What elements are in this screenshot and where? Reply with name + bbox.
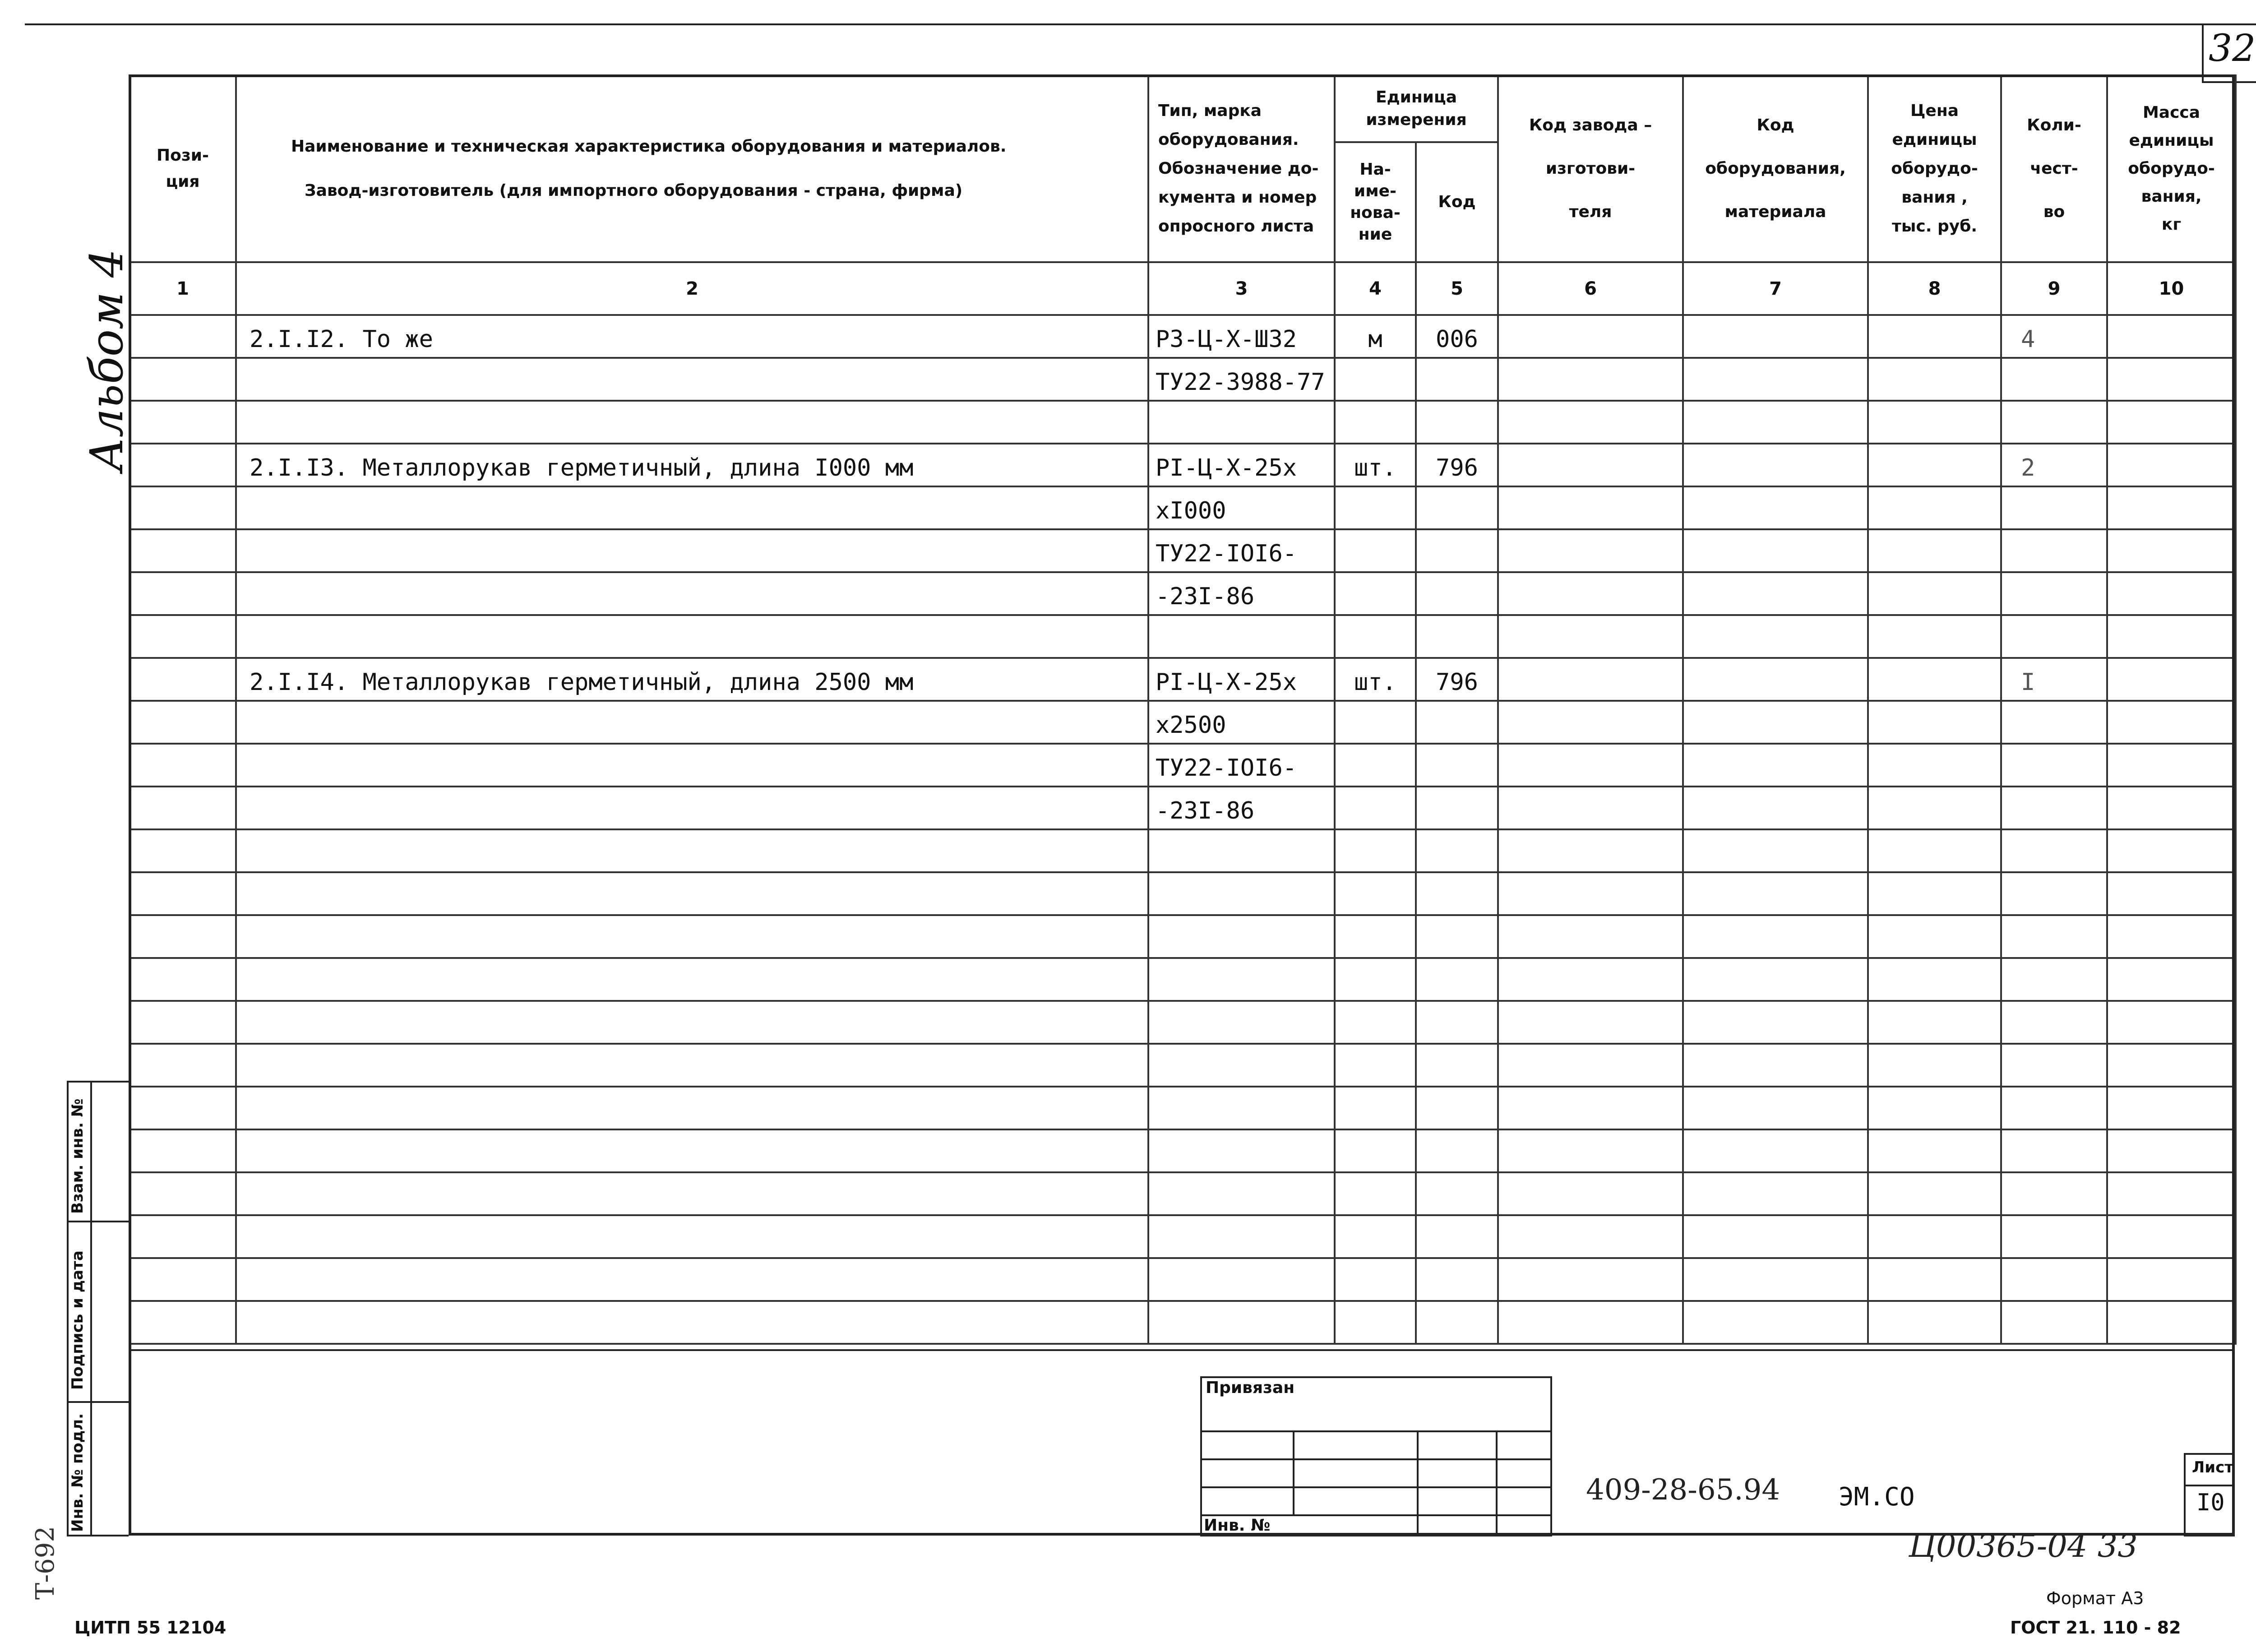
cell-c3: -23I-86 [1148, 787, 1335, 829]
header-unit-code: Код [1416, 142, 1498, 262]
page-number: 32 [2209, 27, 2256, 70]
header-equipment-code: Код оборудования, материала [1683, 75, 1868, 262]
binding-divider [1496, 1430, 1498, 1536]
cell-c3: РI-Ц-Х-25х [1148, 444, 1335, 486]
cell-c9: I [2001, 658, 2107, 701]
side-stamp-line [67, 1221, 129, 1222]
header-factory-code: Код завода – изготови- теля [1498, 75, 1683, 262]
cell-c2: 2.I.I2. То же [236, 315, 1148, 358]
table-frame [129, 74, 2235, 1536]
cell-c4: шт. [1335, 658, 1416, 701]
header-name: Наименование и техническая характеристика оборудования и материалов. Завод-изготовитель (для импортного оборудования - страна, фирма) [236, 75, 1148, 262]
side-stamp-inv-podl: Инв. № подл. [69, 1413, 87, 1532]
binding-line [1200, 1486, 1552, 1488]
cell-c2: 2.I.I3. Металлорукав герметичный, длина I000 мм [236, 444, 1148, 486]
column-number: 7 [1683, 262, 1868, 315]
cell-c4: м [1335, 315, 1416, 358]
sheet-box-line [2184, 1485, 2235, 1486]
cell-c3: х2500 [1148, 701, 1335, 744]
footer-gost: ГОСТ 21. 110 - 82 [2010, 1618, 2181, 1638]
privyazan-label: Привязан [1206, 1379, 1295, 1397]
footer-left: ЦИТП 55 12104 [74, 1618, 227, 1638]
footer-format: Формат А3 [2046, 1588, 2144, 1608]
cell-c3: хI000 [1148, 486, 1335, 529]
column-number: 8 [1868, 262, 2001, 315]
header-mass: Масса единицы оборудо- вания, кг [2107, 75, 2236, 262]
side-stamp-podpis: Подпись и дата [69, 1250, 87, 1390]
column-number: 1 [129, 262, 236, 315]
cell-c4: шт. [1335, 444, 1416, 486]
header-type: Тип, марка оборудования. Обозначение до- кумента и номер опросного листа [1148, 75, 1335, 262]
inv-no-label: Инв. № [1204, 1516, 1271, 1535]
header-quantity: Коли- чест- во [2001, 75, 2107, 262]
sheet-label: Лист [2192, 1458, 2233, 1476]
binding-divider [1417, 1430, 1419, 1536]
cell-c3: ТУ22-IOI6- [1148, 744, 1335, 787]
cell-c3: ТУ22-3988-77 [1148, 358, 1335, 401]
column-number: 9 [2001, 262, 2107, 315]
document-number: 409-28-65.94 [1586, 1473, 1780, 1507]
handwritten-code: Ц00365-04 33 [1909, 1527, 2138, 1564]
header-position: Пози- ция [129, 75, 236, 262]
header-price: Цена единицы оборудо- вания , тыс. руб. [1868, 75, 2001, 262]
column-number: 10 [2107, 262, 2236, 315]
cell-c5: 796 [1416, 658, 1498, 701]
sheet-value: I0 [2196, 1489, 2225, 1516]
cell-c3: РI-Ц-Х-25х [1148, 658, 1335, 701]
cell-c3: РЗ-Ц-Х-Ш32 [1148, 315, 1335, 358]
binding-box [1200, 1376, 1552, 1536]
column-number: 3 [1148, 262, 1335, 315]
cell-c2: 2.I.I4. Металлорукав герметичный, длина 2500 мм [236, 658, 1148, 701]
column-number: 2 [236, 262, 1148, 315]
cell-c5: 006 [1416, 315, 1498, 358]
column-number: 6 [1498, 262, 1683, 315]
cell-c3: ТУ22-IOI6- [1148, 529, 1335, 572]
cell-c3: -23I-86 [1148, 572, 1335, 615]
binding-line [1200, 1458, 1552, 1460]
title-block-top-line [129, 1349, 2235, 1351]
side-stamp-vzam: Взам. инв. № [69, 1098, 87, 1214]
cell-c5: 796 [1416, 444, 1498, 486]
header-unit-group: Единица измерения [1335, 75, 1498, 142]
document-code: ЭМ.СО [1839, 1482, 1915, 1512]
cell-c9: 4 [2001, 315, 2107, 358]
column-number: 4 [1335, 262, 1416, 315]
sheet-top-line [25, 23, 2256, 25]
binding-divider [1293, 1430, 1294, 1514]
album-label: Альбом 4 [80, 249, 133, 472]
binding-line [1200, 1430, 1552, 1432]
column-number: 5 [1416, 262, 1498, 315]
header-unit-name: На- име- нова- ние [1335, 142, 1416, 262]
side-code: Т-692 [31, 1526, 60, 1600]
cell-c9: 2 [2001, 444, 2107, 486]
side-stamp-line [67, 1401, 129, 1403]
side-stamp-divider [90, 1081, 92, 1536]
